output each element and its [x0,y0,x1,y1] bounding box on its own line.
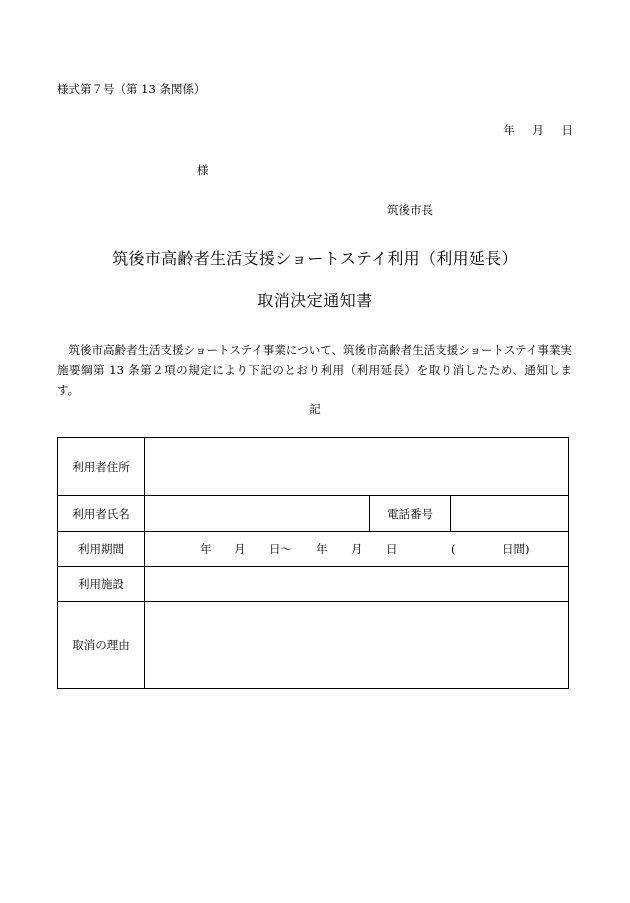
issuer-name: 筑後市長 [387,203,433,217]
period-value[interactable] [145,532,569,567]
facility-value[interactable] [145,567,569,602]
notice-body: 筑後市高齢者生活支援ショートステイ事業について、筑後市高齢者生活支援ショートステイ事業実施要綱第 13 条第２項の規定により下記のとおり利用（利用延長）を取り消したため、通知します。 [57,343,572,397]
address-value[interactable] [145,438,569,496]
document-subtitle: 取消決定通知書 [257,291,373,310]
reason-label: 取消の理由 [58,602,145,689]
address-row [58,438,569,496]
document-title: 筑後市高齢者生活支援ショートステイ利用（利用延長） [112,249,518,268]
record-label: 記 [309,402,321,416]
period-end-year: 年 [316,542,328,556]
name-label: 利用者氏名 [58,496,145,532]
period-label: 利用期間 [58,532,145,567]
addressee-suffix: 様 [197,163,209,177]
period-end-month: 月 [351,542,363,556]
period-start-month: 月 [234,542,246,556]
phone-label: 電話番号 [370,496,451,532]
form-number: 様式第７号（第 13 条関係） [57,82,206,96]
reason-value[interactable] [145,602,569,689]
name-row [58,496,569,532]
facility-label: 利用施設 [58,567,145,602]
reason-row [58,602,569,689]
period-days: 日間) [502,542,530,556]
period-end-day: 日 [386,542,398,556]
facility-row [58,567,569,602]
period-paren-open: ( [451,542,456,556]
period-start-year: 年 [200,542,212,556]
period-row [58,532,569,567]
phone-value[interactable] [451,496,569,532]
details-table [57,437,569,689]
name-value[interactable] [145,496,370,532]
address-label: 利用者住所 [58,438,145,496]
issue-date: 年 月 日 [503,123,573,137]
period-start-day: 日～ [269,542,292,556]
